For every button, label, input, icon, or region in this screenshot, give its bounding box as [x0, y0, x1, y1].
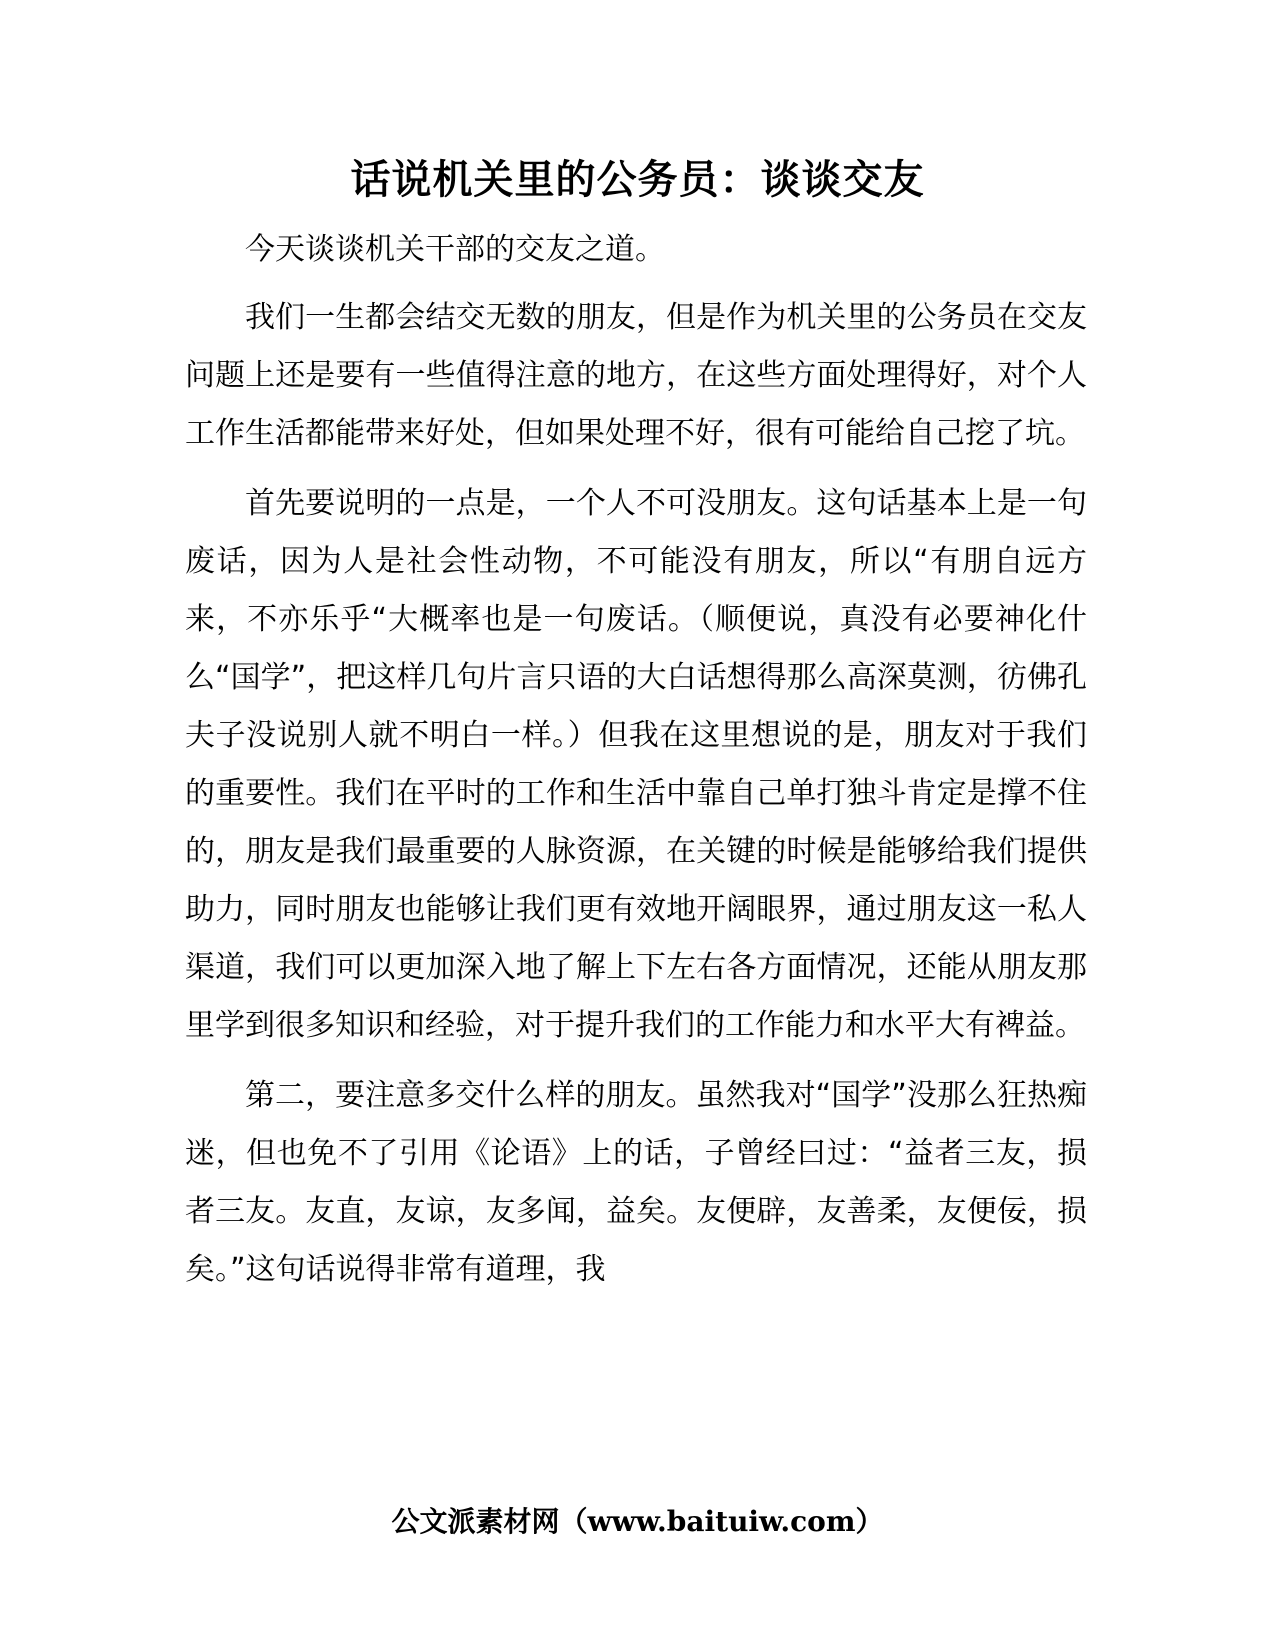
paragraph-intro: 今天谈谈机关干部的交友之道。: [245, 232, 665, 267]
paragraph-first-point: 首先要说明的一点是，一个人不可没朋友。这句话基本上是一句废话，因为人是社会性动物，不可能没有朋友，所以“有朋自远方来，不亦乐乎“大概率也是一句废话。（顺便说，真没有必要神化什么“国学”，把这样几句片言只语的大白话想得那么高深莫测，彷佛孔夫子没说别人就不明白一样。）但我在这里想说的是，朋友对于我们的重要性。我们在平时的工作和生活中靠自己单打独斗肯定是撑不住的，朋友是我们最重要的人脉资源，在关键的时候是能够给我们提供助力，同时朋友也能够让我们更有效地开阔眼界，通过朋友这一私人渠道，我们可以更加深入地了解上下左右各方面情况，还能从朋友那里学到很多知识和经验，对于提升我们的工作能力和水平大有裨益。: [185, 486, 1087, 1043]
document-body: [185, 221, 1087, 1311]
paragraph-overview: 我们一生都会结交无数的朋友，但是作为机关里的公务员在交友问题上还是要有一些值得注意的地方，在这些方面处理得好，对个人工作生活都能带来好处，但如果处理不好，很有可能给自己挖了坑。: [185, 300, 1087, 451]
page-title: 话说机关里的公务员：谈谈交友: [350, 157, 925, 203]
footer-source: 公文派素材网（www.baituiw.com）: [391, 1505, 884, 1538]
paragraph-second-point: 第二，要注意多交什么样的朋友。虽然我对“国学”没那么狂热痴迷，但也免不了引用《论语》上的话，子曾经曰过：“益者三友，损者三友。友直，友谅，友多闻，益矣。友便辟，友善柔，友便佞，损矣。”这句话说得非常有道理，我: [185, 1078, 1087, 1287]
